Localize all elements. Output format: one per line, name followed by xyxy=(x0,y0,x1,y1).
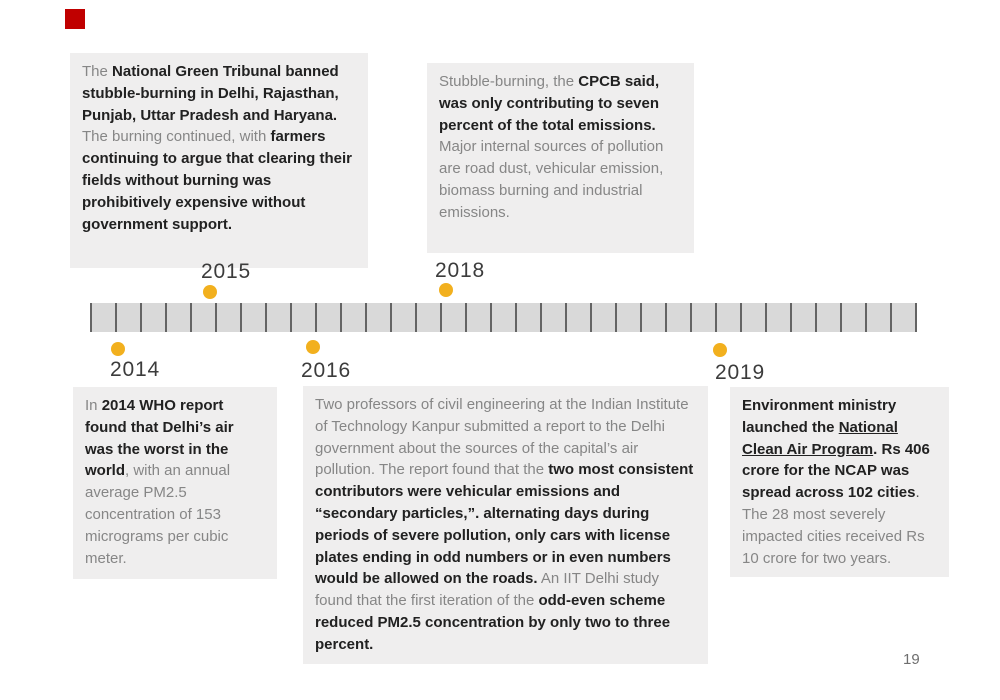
text-segment: The xyxy=(82,63,113,80)
text-segment: The burning continued, with xyxy=(82,128,271,146)
text-segment: CPCB said, was only contributing to seven percent of the total emissions. xyxy=(439,73,660,134)
timeline-dot-2019 xyxy=(713,343,727,357)
year-label-2016: 2016 xyxy=(301,359,351,382)
text-segment: 2014 WHO report found that Delhi’s air was the worst in the world xyxy=(85,397,234,480)
text-segment: An IIT Delhi study found that the first iteration of the xyxy=(315,570,659,610)
year-label-2015: 2015 xyxy=(201,260,251,283)
timeline-dot-2015 xyxy=(203,285,217,299)
event-text-2019 xyxy=(730,387,949,577)
event-card-2016-iit-kanpur xyxy=(303,386,708,664)
text-segment: The 28 most severely impacted cities received Rs 10 crore for two years. xyxy=(742,505,925,567)
text-segment: , with an annual average PM2.5 concentration of 153 micrograms per cubic meter. xyxy=(85,462,231,567)
year-label-2019: 2019 xyxy=(715,361,765,384)
timeline-dot-2018 xyxy=(439,283,453,297)
event-text-2014 xyxy=(73,387,277,577)
text-segment-underlined: National Clean Air Program xyxy=(742,418,898,458)
event-card-2018-cpcb xyxy=(427,63,694,253)
event-card-2019-ncap xyxy=(730,387,949,577)
event-text-2016 xyxy=(303,386,708,664)
event-text-2018 xyxy=(427,63,694,232)
text-segment: . xyxy=(915,484,920,502)
event-card-2015-ngt-ban xyxy=(70,53,368,268)
red-accent-square xyxy=(65,9,85,29)
text-segment: two most consistent contributors were vehicular emissions and “secondary particles,”. alternating days during periods of severe pollution, only cars with license plates ending in odd numbers or in even numbers would be allowed on the roads. xyxy=(315,461,694,588)
event-text-2015 xyxy=(70,53,368,243)
year-label-2018: 2018 xyxy=(435,259,485,282)
text-segment: odd-even scheme reduced PM2.5 concentration by only two to three percent. xyxy=(315,592,671,653)
text-segment: In xyxy=(85,397,102,414)
text-segment: Two professors of civil engineering at the Indian Institute of Technology Kanpur submitted a report to the Delhi government about the sources of the capital’s air pollution. The report found that the xyxy=(315,396,689,479)
text-segment: Environment ministry launched the xyxy=(742,397,897,436)
text-segment: Major internal sources of pollution are road dust, vehicular emission, biomass burning and industrial emissions. xyxy=(439,138,664,221)
text-segment: farmers continuing to argue that clearing their fields without burning was prohibitively expensive without government support. xyxy=(82,128,353,233)
timeline-dot-2016 xyxy=(306,340,320,354)
text-segment: . Rs 406 crore for the NCAP was spread across 102 cities xyxy=(742,440,930,502)
timeline-bar xyxy=(90,303,917,332)
timeline-dot-2014 xyxy=(111,342,125,356)
text-segment: National Green Tribunal banned stubble-burning in Delhi, Rajasthan, Punjab, Uttar Pradesh and Haryana. xyxy=(82,63,339,124)
page-number: 19 xyxy=(903,651,920,668)
event-card-2014-who-report xyxy=(73,387,277,579)
year-label-2014: 2014 xyxy=(110,358,160,381)
text-segment: Stubble-burning, the xyxy=(439,73,579,90)
